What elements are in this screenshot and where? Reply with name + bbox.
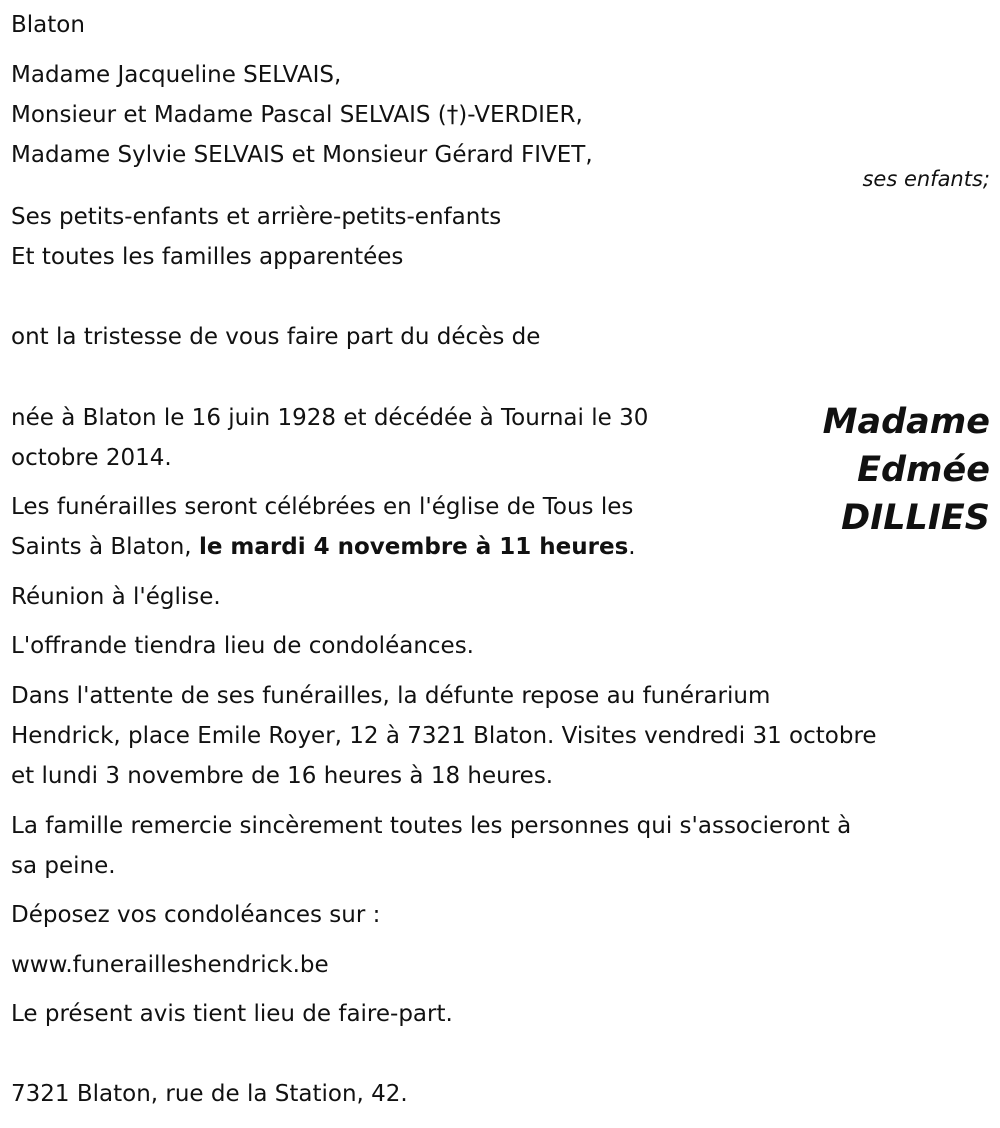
family-member-line-3: Madame Sylvie SELVAIS et Monsieur Gérard FIVET,	[11, 142, 593, 168]
announcement-text: ont la tristesse de vous faire part du décès de	[11, 324, 541, 350]
relatives-line: Et toutes les familles apparentées	[11, 244, 404, 270]
condolences-label: Déposez vos condoléances sur :	[11, 902, 381, 928]
notice-text: Le présent avis tient lieu de faire-part.	[11, 1001, 453, 1027]
cross-icon: †	[446, 102, 459, 128]
funeral-date: le mardi 4 novembre à 11 heures	[198, 534, 629, 560]
address-text: 7321 Blaton, rue de la Station, 42.	[11, 1081, 408, 1107]
birth-death-line-1: née à Blaton le 16 juin 1928 et décédée à Tournai le 30	[11, 405, 649, 431]
deceased-name	[823, 398, 990, 542]
family-member-line-1: Madame Jacqueline SELVAIS,	[11, 62, 342, 88]
family-member-line-2-part-b: )-VERDIER,	[458, 102, 583, 128]
family-member-line-2-part-a: Monsieur et Madame Pascal SELVAIS (	[11, 102, 447, 128]
grandchildren-line: Ses petits-enfants et arrière-petits-enfants	[11, 204, 502, 230]
wake-line-1: Dans l'attente de ses funérailles, la défunte repose au funérarium	[11, 683, 771, 709]
birth-death-line-2: octobre 2014.	[11, 445, 172, 471]
funeral-line-2	[11, 527, 636, 567]
offering-text: L'offrande tiendra lieu de condoléances.	[11, 633, 474, 659]
wake-line-3: et lundi 3 novembre de 16 heures à 18 heures.	[11, 763, 554, 789]
meeting-text: Réunion à l'église.	[11, 584, 221, 610]
family-member-line-2	[11, 95, 583, 135]
deceased-first-name: Edmée	[857, 450, 990, 490]
condolences-website-link[interactable]: www.funerailleshendrick.be	[11, 952, 329, 978]
deceased-title: Madame	[822, 402, 990, 442]
location-heading: Blaton	[11, 12, 85, 38]
thanks-line-1: La famille remercie sincèrement toutes les personnes qui s'associeront à	[11, 813, 852, 839]
relation-label: ses enfants;	[862, 167, 990, 191]
funeral-line-1: Les funérailles seront célébrées en l'église de Tous les	[11, 494, 634, 520]
funeral-line-2-prefix: Saints à Blaton,	[11, 534, 199, 560]
wake-line-2: Hendrick, place Emile Royer, 12 à 7321 Blaton. Visites vendredi 31 octobre	[11, 723, 877, 749]
funeral-line-2-suffix: .	[628, 534, 636, 560]
thanks-line-2: sa peine.	[11, 853, 116, 879]
deceased-last-name: DILLIES	[841, 498, 990, 538]
